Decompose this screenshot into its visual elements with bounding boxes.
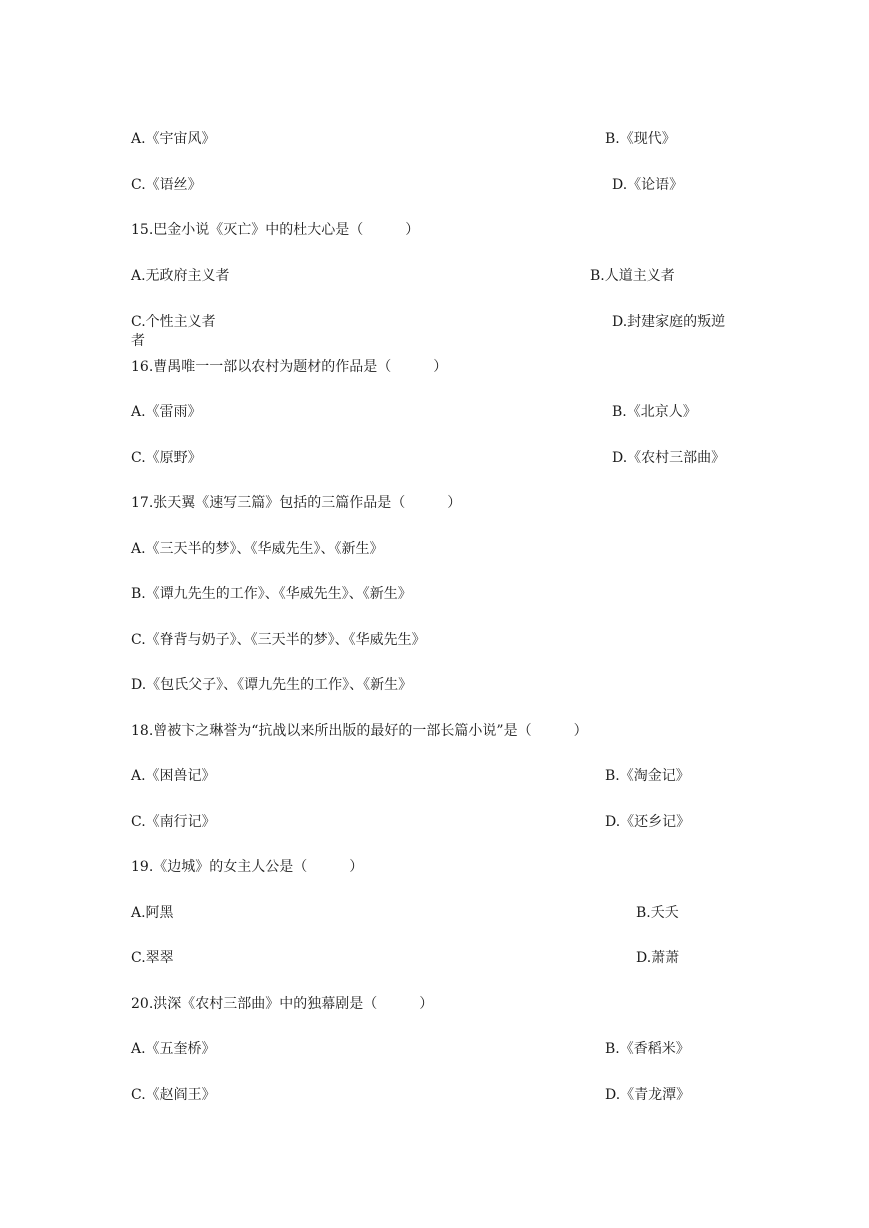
q15-question: 15.巴金小说《灭亡》中的杜大心是（ ） (131, 222, 420, 238)
q15-option-b: B.人道主义者 (590, 268, 675, 284)
q19-option-d: D.萧萧 (636, 950, 680, 966)
q15-option-d-wrap: 者 (131, 333, 145, 349)
q20-option-d: D.《青龙潭》 (605, 1087, 691, 1103)
q20-option-b: B.《香稻米》 (605, 1041, 690, 1057)
q17-option-d: D.《包氏父子》、《谭九先生的工作》、《新生》 (131, 677, 413, 693)
q16-option-b: B.《北京人》 (612, 404, 697, 420)
q14-option-a: A.《宇宙风》 (131, 131, 216, 147)
q18-option-c: C.《南行记》 (131, 814, 216, 830)
q18-option-a: A.《困兽记》 (131, 768, 216, 784)
q14-option-c: C.《语丝》 (131, 177, 202, 193)
q16-option-c: C.《原野》 (131, 450, 202, 466)
q19-question: 19.《边城》的女主人公是（ ） (131, 859, 364, 875)
q17-option-a: A.《三天半的梦》、《华威先生》、《新生》 (131, 541, 384, 557)
q17-question: 17.张天翼《速写三篇》包括的三篇作品是（ ） (131, 495, 462, 511)
q19-option-b: B.夭夭 (636, 905, 679, 921)
q15-option-c: C.个性主义者 (131, 314, 216, 330)
q18-option-b: B.《淘金记》 (605, 768, 690, 784)
q14-option-d: D.《论语》 (612, 177, 684, 193)
q20-option-c: C.《赵阎王》 (131, 1087, 216, 1103)
q15-option-a: A.无政府主义者 (131, 268, 230, 284)
q15-option-d: D.封建家庭的叛逆 (612, 314, 726, 330)
q14-option-b: B.《现代》 (605, 131, 676, 147)
q19-option-a: A.阿黑 (131, 905, 174, 921)
q19-option-c: C.翠翠 (131, 950, 174, 966)
q20-option-a: A.《五奎桥》 (131, 1041, 216, 1057)
q16-question: 16.曹禺唯一一部以农村为题材的作品是（ ） (131, 359, 448, 375)
q16-option-a: A.《雷雨》 (131, 404, 202, 420)
q16-option-d: D.《农村三部曲》 (612, 450, 726, 466)
q20-question: 20.洪深《农村三部曲》中的独幕剧是（ ） (131, 996, 434, 1012)
q18-question: 18.曾被卞之琳誉为“抗战以来所出版的最好的一部长篇小说”是（ ） (131, 723, 588, 739)
q17-option-c: C.《脊背与奶子》、《三天半的梦》、《华威先生》 (131, 632, 426, 648)
q17-option-b: B.《谭九先生的工作》、《华威先生》、《新生》 (131, 586, 412, 602)
q18-option-d: D.《还乡记》 (605, 814, 691, 830)
